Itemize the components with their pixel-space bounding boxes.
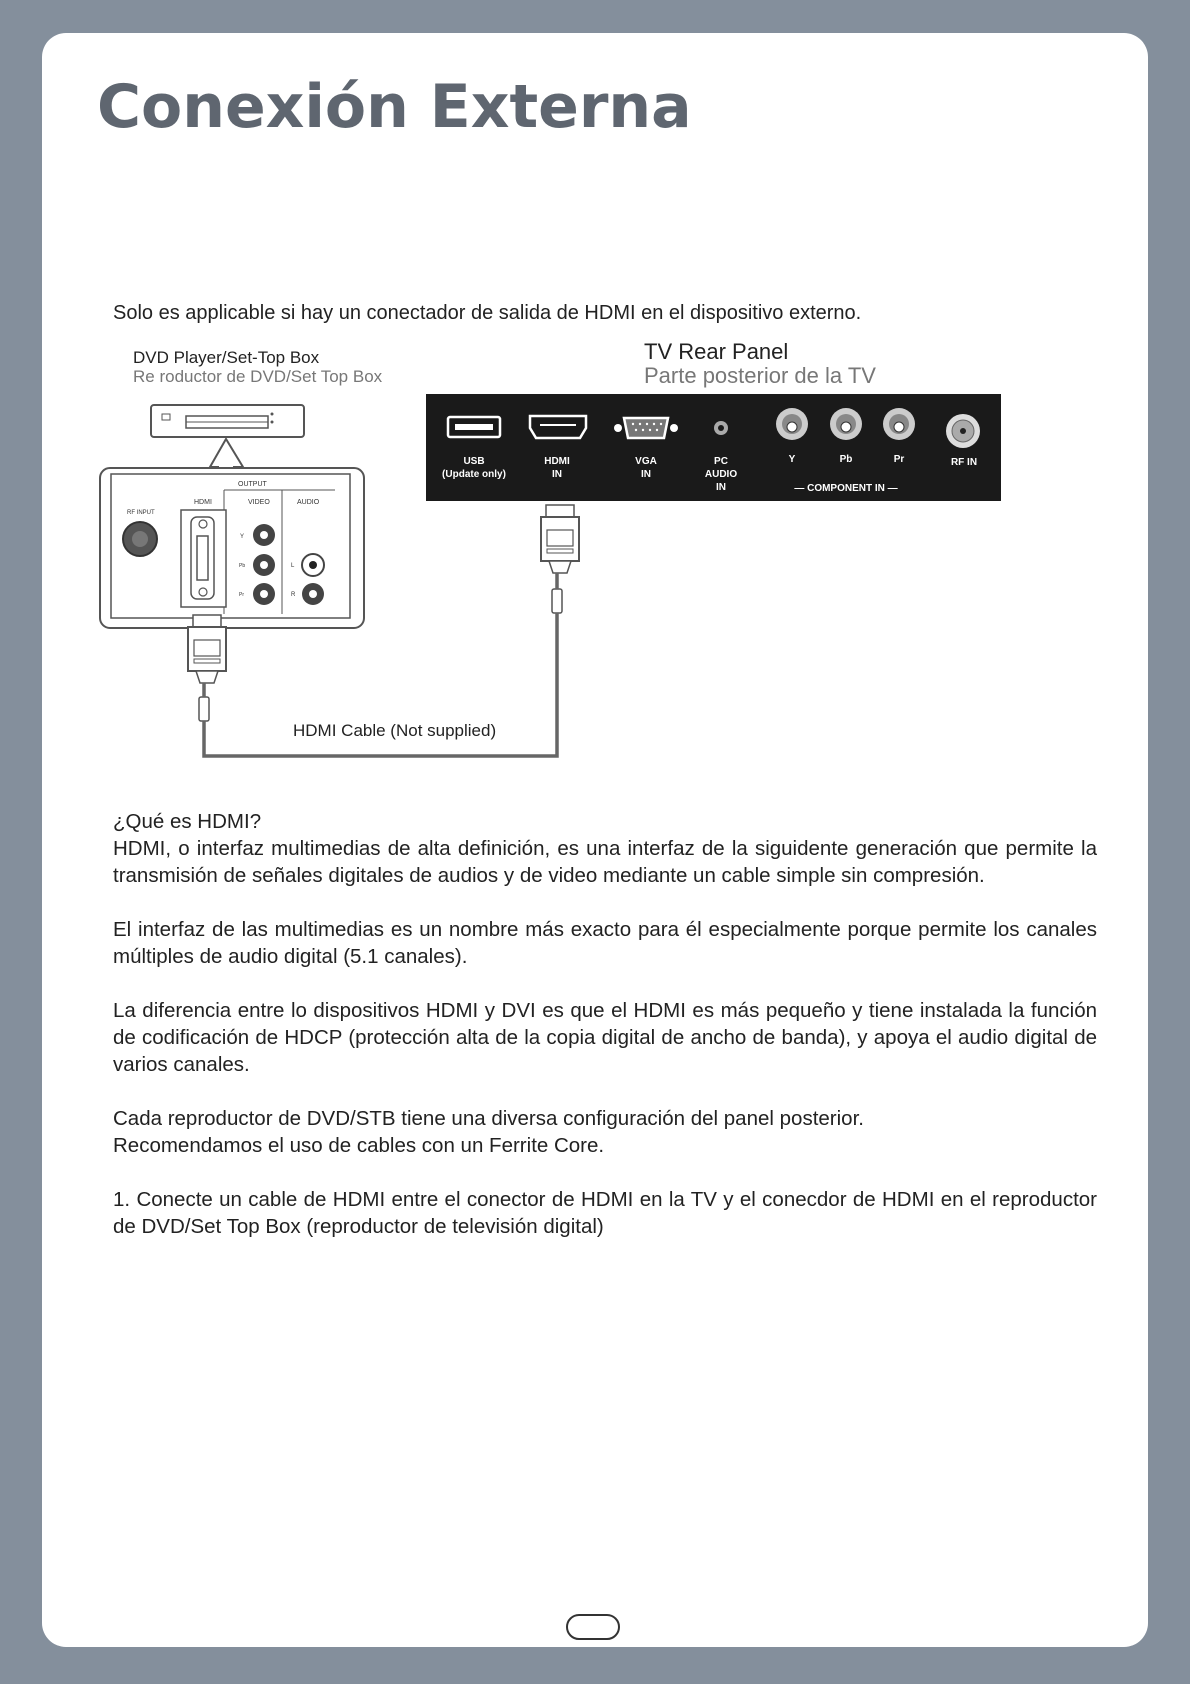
dvd-y-label: Y [240, 534, 245, 540]
tv-hdmi-label: HDMI [544, 456, 570, 467]
tv-label-en: TV Rear Panel [644, 339, 789, 364]
dvd-output-label: OUTPUT [238, 481, 267, 488]
usb-port-icon [448, 417, 500, 437]
dvd-video-label: VIDEO [248, 499, 270, 506]
what-is-hdmi-heading: ¿Qué es HDMI? [113, 810, 262, 833]
tv-vga-label: VGA [635, 456, 657, 467]
tv-vga-in-label: IN [641, 469, 651, 480]
tv-rear-panel [426, 394, 1001, 501]
pc-audio-port-icon [714, 421, 728, 435]
dvd-rf-port [123, 522, 157, 556]
dvd-video-jacks [253, 524, 275, 605]
tv-pb-label: Pb [839, 454, 853, 465]
tv-hdmi-in-label: IN [552, 469, 562, 480]
tv-component-label: — COMPONENT IN — [794, 483, 898, 494]
paragraph-hdmi-dvi: La diferencia entre lo dispositivos HDMI y DVI es que el HDMI es más pequeño y tiene instalada la función de codificación de HDCP (protección alta de la copia digital de ancho de banda), y apoya el audio digital de varios canales. [113, 999, 1097, 1076]
dvd-pr-label: Pr [239, 592, 244, 598]
intro-text: Solo es applicable si hay un conectador de salida de HDMI en el dispositivo externo. [113, 302, 862, 324]
component-pr-port-icon [883, 408, 915, 440]
tv-pc-label: PC [714, 456, 728, 467]
tv-rf-in-label: RF IN [950, 457, 978, 468]
tv-label-es: Parte posterior de la TV [644, 363, 876, 388]
cable-label: HDMI Cable (Not supplied) [293, 721, 497, 740]
component-pb-port-icon [830, 408, 862, 440]
tv-pc-audio-label: AUDIO [704, 469, 738, 480]
step-1: 1. Conecte un cable de HDMI entre el conector de HDMI en la TV y el conecdor de HDMI en el reproductor de DVD/Set Top Box (reproductor de televisión digital) [113, 1188, 1097, 1238]
page-number-badge [566, 1614, 620, 1640]
tv-usb-note: (Update only) [442, 469, 506, 480]
hdmi-plug-right-icon [541, 505, 579, 613]
dvd-hdmi-port [181, 510, 226, 607]
dvd-rear-panel [100, 468, 364, 628]
tv-y-label: Y [788, 454, 796, 465]
dvd-pb-label: Pb [239, 563, 246, 569]
dvd-l-label: L [291, 563, 295, 569]
paragraph-hdmi-definition: HDMI, o interfaz multimedias de alta definición, es una interfaz de la siguidente generación que permite la transmisión de señales digitales de audios y de video mediante un cable simple sin compresión. [113, 837, 1097, 887]
dvd-r-label: R [291, 592, 296, 598]
component-y-port-icon [776, 408, 808, 440]
dvd-rf-label: RF INPUT [127, 510, 155, 516]
paragraph-ferrite: Recomendamos el uso de cables con un Ferrite Core. [113, 1134, 605, 1157]
paragraph-multimedia: El interfaz de las multimedias es un nombre más exacto para él especialmente porque permite los canales múltiples de audio digital (5.1 canales). [113, 918, 1097, 968]
tv-pc-in-label: IN [716, 482, 726, 493]
dvd-hdmi-label: HDMI [194, 499, 212, 506]
dvd-player-icon [151, 405, 304, 437]
body-text [113, 808, 1097, 1240]
paragraph-panel-config: Cada reproductor de DVD/STB tiene una diversa configuración del panel posterior. [113, 1107, 864, 1130]
page-title: Conexión Externa [97, 72, 692, 142]
dvd-label-es: Re roductor de DVD/Set Top Box [133, 367, 383, 386]
connection-diagram [0, 0, 1190, 800]
tv-pr-label: Pr [893, 454, 905, 465]
hdmi-plug-left-icon [188, 615, 226, 721]
hdmi-port-icon [530, 416, 586, 438]
tv-usb-label: USB [463, 456, 485, 467]
dvd-label-en: DVD Player/Set-Top Box [133, 348, 320, 367]
rf-in-port-icon [946, 414, 980, 448]
dvd-audio-label: AUDIO [297, 499, 320, 506]
